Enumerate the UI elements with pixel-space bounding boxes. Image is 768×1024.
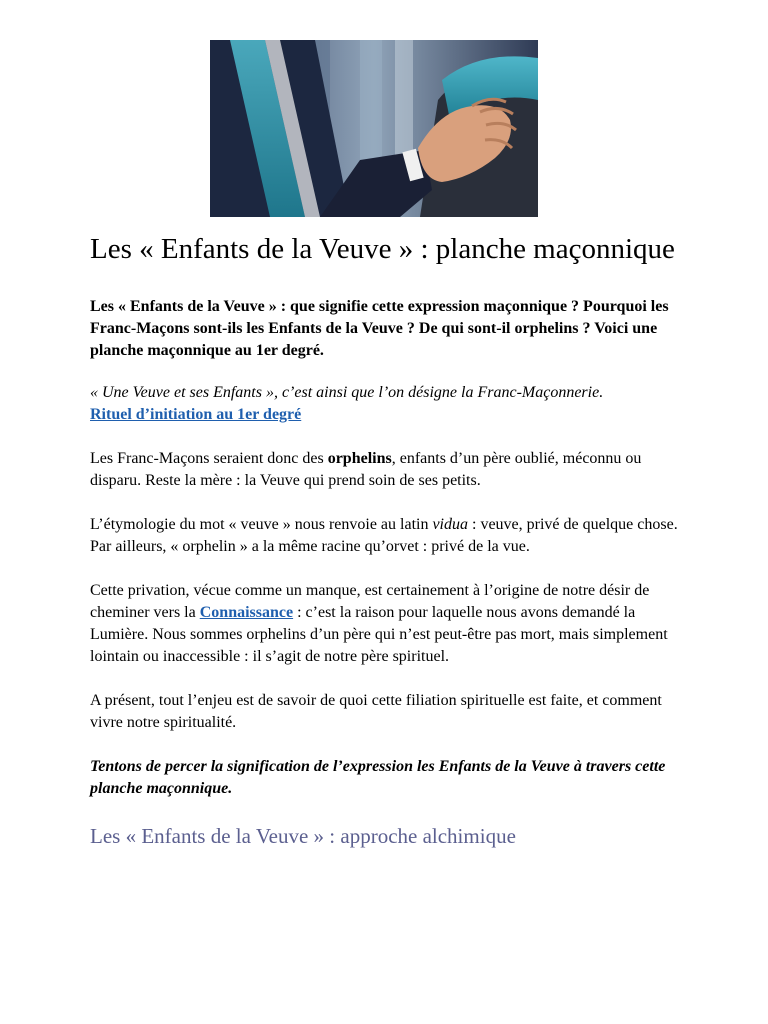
- p2-after: : veuve, privé de quelque chose. Par ailleurs, « orphelin » a la même racine qu’orvet : privé de la vue.: [90, 516, 678, 555]
- p2-italic: vidua: [432, 516, 468, 533]
- hero-image: [210, 40, 538, 217]
- p1-before: Les Franc-Maçons seraient donc des: [90, 450, 328, 467]
- connaissance-link[interactable]: Connaissance: [199, 604, 294, 621]
- paragraph-privation: [90, 580, 690, 668]
- quote-text: « Une Veuve et ses Enfants », c’est ainsi que l’on désigne la Franc-Maçonnerie.: [90, 384, 604, 401]
- p3-before: Cette privation, vécue comme un manque, est certainement à l’origine de notre désir de cheminer vers la: [90, 582, 650, 621]
- page-title: Les « Enfants de la Veuve » : planche maçonnique: [90, 233, 675, 265]
- ritual-link[interactable]: Rituel d’initiation au 1er degré: [90, 406, 302, 423]
- intro-paragraph: Les « Enfants de la Veuve » : que signifie cette expression maçonnique ? Pourquoi les Franc-Maçons sont-ils les Enfants de la Veuve ? De qui sont-il orphelins ? Voici une planche maçonnique au 1er degré.: [90, 298, 669, 359]
- paragraph-orphans: [90, 448, 690, 492]
- p2-before: L’étymologie du mot « veuve » nous renvoie au latin: [90, 516, 433, 533]
- p1-bold: orphelins: [327, 450, 392, 467]
- article: [90, 230, 690, 850]
- photo-hand-on-shoulder-icon: [210, 40, 538, 217]
- paragraph-etymology: [90, 514, 690, 558]
- closing-paragraph: Tentons de percer la signification de l’expression les Enfants de la Veuve à travers cette planche maçonnique.: [90, 758, 666, 797]
- quote-paragraph: [90, 382, 690, 426]
- paragraph-filiation: A présent, tout l’enjeu est de savoir de quoi cette filiation spirituelle est faite, et comment vivre notre spiritualité.: [90, 692, 662, 731]
- p1-after: , enfants d’un père oublié, méconnu ou disparu. Reste la mère : la Veuve qui prend soin de ses petits.: [90, 450, 642, 489]
- section-heading: Les « Enfants de la Veuve » : approche alchimique: [90, 824, 516, 848]
- p3-after: : c’est la raison pour laquelle nous avons demandé la Lumière. Nous sommes orphelins d’un père qui n’est peut-être pas mort, mais simplement lointain ou inaccessible : il s’agit de notre père spirituel.: [90, 604, 668, 665]
